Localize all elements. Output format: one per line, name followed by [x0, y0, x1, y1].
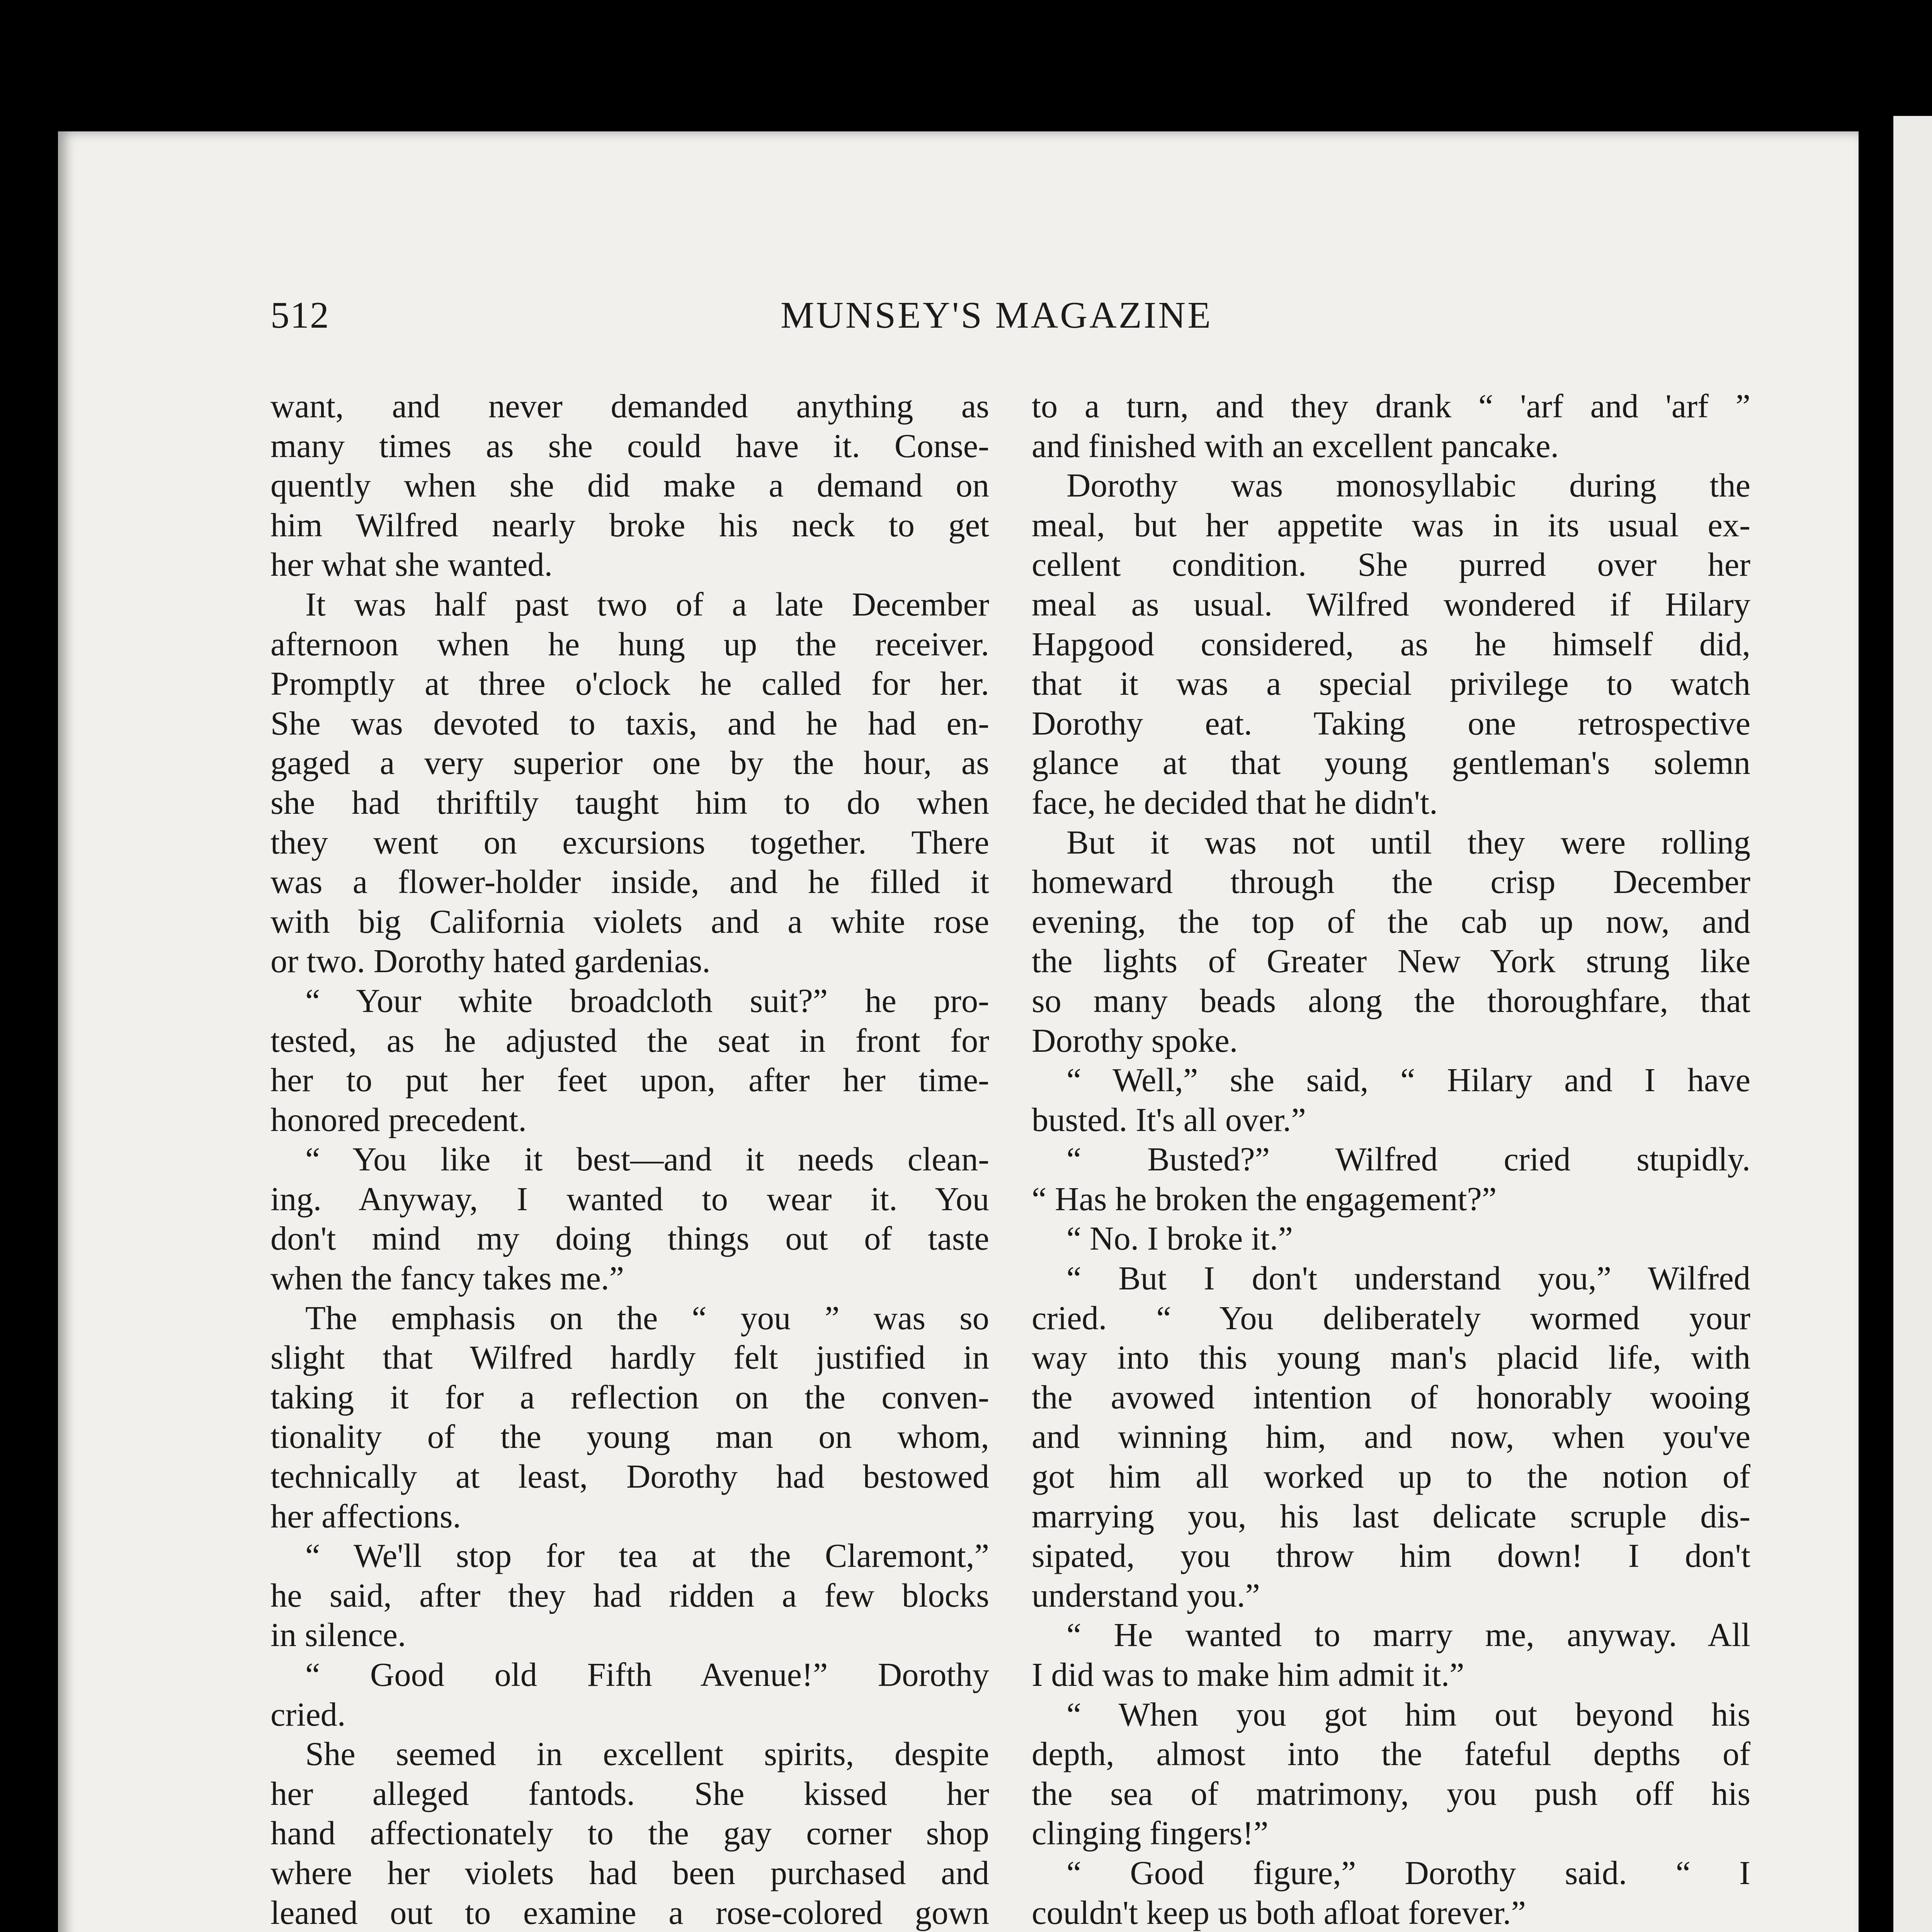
- text-line: cellent condition. She purred over her: [1032, 546, 1750, 583]
- text-line: where her violets had been purchased and: [270, 1854, 989, 1891]
- text-line: Dorothy was monosyllabic during the: [1066, 467, 1750, 504]
- text-line: “ He wanted to marry me, anyway. All: [1066, 1616, 1750, 1654]
- text-line: “ Your white broadcloth suit?” he pro-: [305, 982, 989, 1019]
- text-line: her to put her feet upon, after her time-: [270, 1061, 989, 1099]
- text-line: “ When you got him out beyond his: [1066, 1696, 1750, 1733]
- text-line: Dorothy spoke.: [1032, 1022, 1238, 1059]
- text-line: glance at that young gentleman's solemn: [1032, 744, 1750, 782]
- adjacent-page-edge: [1893, 116, 1932, 1932]
- text-line: She seemed in excellent spirits, despite: [305, 1735, 989, 1773]
- page-header: [270, 294, 1627, 336]
- text-line: Promptly at three o'clock he called for her.: [270, 665, 989, 702]
- text-line: “ You like it best—and it needs clean-: [305, 1141, 989, 1178]
- text-line: “ Has he broken the engagement?”: [1032, 1180, 1497, 1218]
- text-line: her affections.: [270, 1497, 461, 1535]
- text-line: It was half past two of a late December: [305, 585, 989, 623]
- text-line: “ Well,” she said, “ Hilary and I have: [1066, 1061, 1750, 1099]
- text-line: got him all worked up to the notion of: [1032, 1458, 1750, 1495]
- text-line: sipated, you throw him down! I don't: [1032, 1537, 1750, 1575]
- text-line: ing. Anyway, I wanted to wear it. You: [270, 1180, 989, 1218]
- text-line: when the fancy takes me.”: [270, 1260, 624, 1297]
- text-line: the lights of Greater New York strung like: [1032, 942, 1750, 980]
- text-line: Dorothy eat. Taking one retrospective: [1032, 704, 1750, 742]
- text-column-left: [270, 386, 989, 1932]
- text-line: “ But I don't understand you,” Wilfred: [1066, 1260, 1750, 1297]
- text-line: evening, the top of the cab up now, and: [1032, 903, 1750, 940]
- text-line: that it was a special privilege to watch: [1032, 665, 1750, 702]
- text-line: leaned out to examine a rose-colored gown: [270, 1894, 989, 1931]
- text-line: understand you.”: [1032, 1577, 1260, 1614]
- text-line: don't mind my doing things out of taste: [270, 1220, 989, 1257]
- text-line: clinging fingers!”: [1032, 1815, 1269, 1852]
- text-line: cried. “ You deliberately wormed your: [1032, 1299, 1750, 1337]
- page-number: 512: [270, 294, 330, 336]
- text-line: with big California violets and a white rose: [270, 903, 989, 940]
- text-line: she had thriftily taught him to do when: [270, 784, 989, 821]
- text-line: want, and never demanded anything as: [270, 388, 989, 425]
- text-line: marrying you, his last delicate scruple dis-: [1032, 1497, 1750, 1535]
- text-line: he said, after they had ridden a few blocks: [270, 1577, 989, 1614]
- text-line: her what she wanted.: [270, 546, 553, 583]
- text-line: She was devoted to taxis, and he had en-: [270, 704, 989, 742]
- text-line: “ Good old Fifth Avenue!” Dorothy: [305, 1656, 989, 1693]
- text-line: taking it for a reflection on the conven-: [270, 1378, 989, 1416]
- text-line: busted. It's all over.”: [1032, 1101, 1306, 1138]
- text-line: But it was not until they were rolling: [1066, 823, 1750, 861]
- text-line: technically at least, Dorothy had bestowed: [270, 1458, 989, 1495]
- text-line: or two. Dorothy hated gardenias.: [270, 942, 711, 980]
- text-line: depth, almost into the fateful depths of: [1032, 1735, 1750, 1773]
- text-line: “ Busted?” Wilfred cried stupidly.: [1066, 1141, 1750, 1178]
- text-line: him Wilfred nearly broke his neck to get: [270, 506, 989, 544]
- text-line: her alleged fantods. She kissed her: [270, 1775, 989, 1812]
- text-line: hand affectionately to the gay corner shop: [270, 1815, 989, 1852]
- text-line: many times as she could have it. Conse-: [270, 427, 989, 464]
- text-line: meal, but her appetite was in its usual ex-: [1032, 506, 1750, 544]
- text-line: slight that Wilfred hardly felt justified in: [270, 1339, 989, 1376]
- text-line: they went on excursions together. There: [270, 823, 989, 861]
- text-line: homeward through the crisp December: [1032, 863, 1750, 901]
- text-line: and finished with an excellent pancake.: [1032, 427, 1559, 464]
- text-line: face, he decided that he didn't.: [1032, 784, 1438, 821]
- text-line: meal as usual. Wilfred wondered if Hilary: [1032, 585, 1750, 623]
- text-line: “ No. I broke it.”: [1066, 1220, 1293, 1257]
- text-line: the sea of matrimony, you push off his: [1032, 1775, 1750, 1812]
- text-line: gaged a very superior one by the hour, as: [270, 744, 989, 782]
- text-line: to a turn, and they drank “ 'arf and 'arf ”: [1032, 388, 1750, 425]
- text-line: “ We'll stop for tea at the Claremont,”: [305, 1537, 989, 1575]
- running-title: MUNSEY'S MAGAZINE: [781, 294, 1213, 336]
- text-line: couldn't keep us both afloat forever.”: [1032, 1894, 1526, 1931]
- text-line: cried.: [270, 1696, 346, 1733]
- text-column-right: [1032, 386, 1750, 1932]
- text-line: honored precedent.: [270, 1101, 527, 1138]
- text-line: way into this young man's placid life, with: [1032, 1339, 1750, 1376]
- text-line: The emphasis on the “ you ” was so: [305, 1299, 989, 1337]
- text-line: I did was to make him admit it.”: [1032, 1656, 1464, 1693]
- text-line: was a flower-holder inside, and he filled it: [270, 863, 989, 901]
- text-line: and winning him, and now, when you've: [1032, 1418, 1750, 1456]
- text-line: so many beads along the thoroughfare, that: [1032, 982, 1750, 1019]
- text-line: afternoon when he hung up the receiver.: [270, 625, 989, 663]
- text-line: “ Good figure,” Dorothy said. “ I: [1066, 1854, 1750, 1891]
- text-line: tionality of the young man on whom,: [270, 1418, 989, 1456]
- text-line: quently when she did make a demand on: [270, 467, 989, 504]
- text-line: in silence.: [270, 1616, 406, 1654]
- text-line: Hapgood considered, as he himself did,: [1032, 625, 1750, 663]
- text-line: the avowed intention of honorably wooing: [1032, 1378, 1750, 1416]
- text-line: tested, as he adjusted the seat in front for: [270, 1022, 989, 1059]
